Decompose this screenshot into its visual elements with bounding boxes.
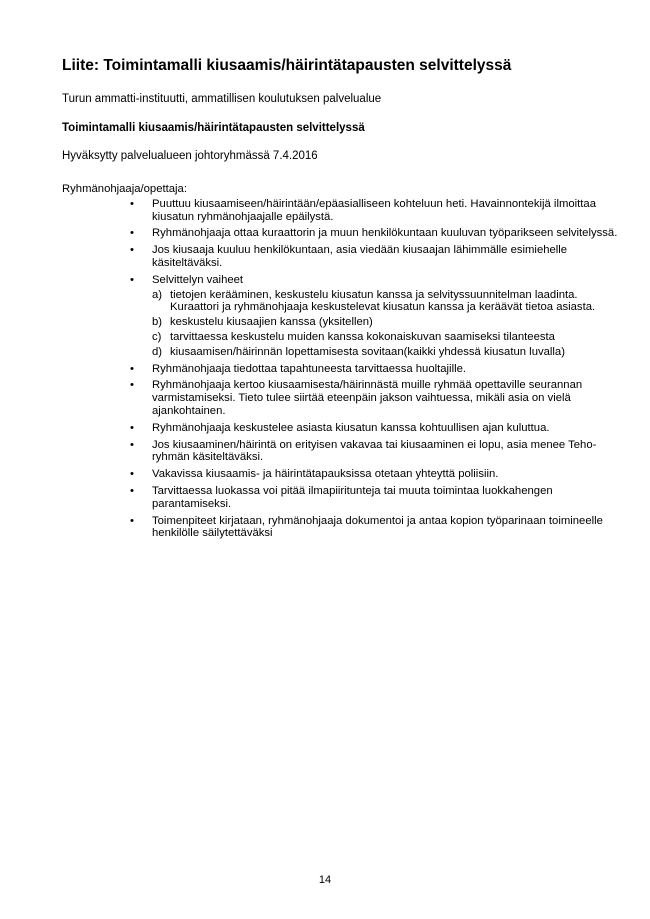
- list-item: [62, 515, 622, 541]
- bullet-icon: •: [130, 244, 134, 257]
- procedure-list: [62, 183, 622, 544]
- list-item-text: Tarvittaessa luokassa voi pitää ilmapiiritunteja tai muuta toimintaa luokkahengen parantamiseksi.: [152, 484, 553, 510]
- step-item: [152, 316, 622, 329]
- approval-line: Hyväksytty palvelualueen johtoryhmässä 7.4.2016: [62, 150, 318, 162]
- list-item-text: Selvittelyn vaiheet: [152, 273, 244, 286]
- bullet-icon: •: [130, 421, 134, 434]
- document-title: Liite: Toimintamalli kiusaamis/häirintätapausten selvittelyssä: [62, 57, 512, 74]
- list-item: [62, 379, 622, 417]
- step-letter: a): [152, 288, 163, 301]
- list-item-text: Ryhmänohjaaja ottaa kuraattorin ja muun henkilökuntaan kuuluvan työparikseen selvitelyssä.: [152, 227, 618, 240]
- bullet-icon: •: [130, 273, 134, 286]
- step-text: tietojen kerääminen, keskustelu kiusatun kanssa ja selvityssuunnitelman laadinta. Kuraattori ja ryhmänohjaaja keskustelevat kiusatun kanssa ja keräävät tietoa asiasta.: [170, 288, 596, 314]
- bullet-icon: •: [130, 468, 134, 481]
- list-item-text: Puuttuu kiusaamiseen/häirintään/epäasialliseen kohteluun heti. Havainnontekijä ilmoittaa kiusatun ryhmänohjaajalle epäilystä.: [152, 197, 596, 223]
- list-item: [62, 422, 622, 435]
- list-item-text: Ryhmänohjaaja keskustelee asiasta kiusatun kanssa kohtuullisen ajan kuluttua.: [152, 421, 550, 434]
- step-text: keskustelu kiusaajien kanssa (yksitellen): [170, 316, 373, 329]
- list-item-text: Jos kiusaaminen/häirintä on erityisen vakavaa tai kiusaaminen ei lopu, asia menee Teho-ryhmän käsiteltäväksi.: [152, 438, 597, 464]
- bullet-icon: •: [130, 362, 134, 375]
- list-item: [62, 274, 622, 359]
- bullet-icon: •: [130, 484, 134, 497]
- list-item-text: Toimenpiteet kirjataan, ryhmänohjaaja dokumentoi ja antaa kopion työparinaan toimineelle henkilölle säilytettäväksi: [152, 514, 603, 540]
- step-text: tarvittaessa keskustelu muiden kanssa kokonaiskuvan saamiseksi tilanteesta: [170, 330, 555, 343]
- section-subtitle: Toimintamalli kiusaamis/häirintätapausten selvittelyssä: [62, 122, 365, 134]
- list-item-text: Ryhmänohjaaja kertoo kiusaamisesta/häirinnästä muille ryhmää opettaville seurannan varmistamiseksi. Tieto tulee siirtää eteenpäin jakson vaihtuessa, mikäli asia on vielä ajankohtainen.: [152, 379, 583, 417]
- list-heading: Ryhmänohjaaja/opettaja:: [62, 183, 187, 195]
- step-letter: c): [152, 330, 162, 343]
- bullet-icon: •: [130, 438, 134, 451]
- organization-line: Turun ammatti-instituutti, ammatillisen koulutuksen palvelualue: [62, 93, 382, 105]
- step-letter: d): [152, 345, 163, 358]
- step-text: kiusaamisen/häirinnän lopettamisesta sovitaan(kaikki yhdessä kiusatun luvalla): [170, 345, 565, 358]
- list-item: [62, 227, 622, 240]
- step-item: [152, 346, 622, 359]
- list-item: [62, 468, 622, 481]
- list-item: [62, 244, 622, 270]
- list-item-text: Vakavissa kiusaamis- ja häirintätapauksissa otetaan yhteyttä poliisiin.: [152, 468, 499, 481]
- bullet-icon: •: [130, 514, 134, 527]
- list-item: [62, 439, 622, 465]
- list-item-text: Jos kiusaaja kuuluu henkilökuntaan, asia viedään kiusaajan lähimmälle esimiehelle käsiteltäväksi.: [152, 244, 568, 269]
- step-item: [152, 331, 622, 344]
- bullet-icon: •: [130, 197, 134, 210]
- step-item: [152, 289, 622, 315]
- step-letter: b): [152, 316, 163, 329]
- list-item: [62, 363, 622, 376]
- bullet-icon: •: [130, 227, 134, 240]
- bullet-icon: •: [130, 379, 134, 392]
- page-number: 14: [318, 874, 332, 886]
- list-item: [62, 485, 622, 511]
- list-item: [62, 198, 622, 224]
- list-item-text: Ryhmänohjaaja tiedottaa tapahtuneesta tarvittaessa huoltajille.: [152, 362, 467, 375]
